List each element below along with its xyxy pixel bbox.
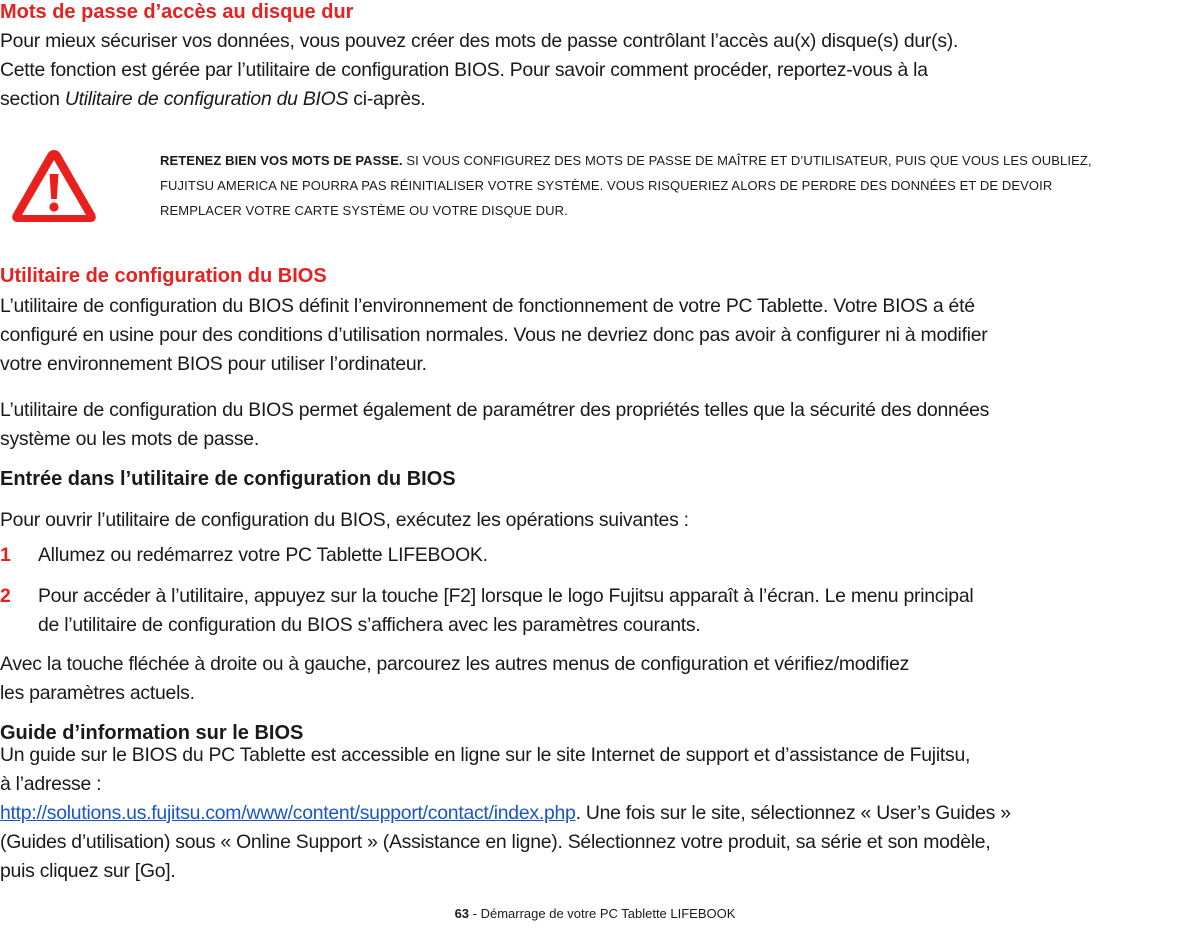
paragraph-line: L’utilitaire de configuration du BIOS permet également de paramétrer des propriétés telles que la sécurité des données [0,399,990,421]
step-item-1 [0,541,1190,571]
warning-line [160,148,1160,173]
paragraph-line: votre environnement BIOS pour utiliser l’ordinateur. [0,353,427,375]
paragraph-line: Pour mieux sécuriser vos données, vous pouvez créer des mots de passe contrôlant l’accès au(x) disque(s) dur(s). [0,30,959,52]
step-number: 1 [0,544,11,566]
paragraph-arrow-keys [0,650,1188,708]
text-segment: . Une fois sur le site, sélectionnez « User’s Guides » [575,802,1011,824]
warning-lead: RETENEZ BIEN VOS MOTS DE PASSE. [160,153,403,168]
paragraph-line: Un guide sur le BIOS du PC Tablette est accessible en ligne sur le site Internet de support et d’assistance de Fujitsu, [0,744,971,766]
step-text [38,541,488,570]
paragraph-line: les paramètres actuels. [0,682,195,704]
paragraph-bios-guide [0,741,1188,886]
support-link[interactable]: http://solutions.us.fujitsu.com/www/content/support/contact/index.php [0,802,576,824]
text-segment: section [0,88,65,110]
step-item-2 [0,582,1190,642]
paragraph-bios-properties [0,396,1188,454]
section-heading-bios-setup: Utilitaire de configuration du BIOS [0,265,327,287]
warning-line: REMPLACER VOTRE CARTE SYSTÈME OU VOTRE DISQUE DUR. [160,203,568,218]
text-segment: ci-après. [348,88,426,110]
paragraph-line: Cette fonction est gérée par l’utilitaire de configuration BIOS. Pour savoir comment procéder, reportez-vous à la [0,59,928,81]
section-heading-entering-bios: Entrée dans l’utilitaire de configuration du BIOS [0,468,456,490]
page-footer [0,906,1190,922]
step-line: Allumez ou redémarrez votre PC Tablette LIFEBOOK. [38,544,488,566]
warning-message [160,148,1160,223]
warning-triangle-icon [8,144,100,226]
warning-text-segment: SI VOUS CONFIGUREZ DES MOTS DE PASSE DE MAÎTRE ET D’UTILISATEUR, PUIS QUE VOUS LES OUBLIEZ, [402,153,1092,168]
footer-title: - Démarrage de votre PC Tablette LIFEBOOK [469,906,736,921]
paragraph-bios-environment [0,292,1188,379]
paragraph-hdd-passwords [0,27,1188,114]
step-text [38,582,973,640]
step-line: Pour accéder à l’utilitaire, appuyez sur la touche [F2] lorsque le logo Fujitsu apparaît à l’écran. Le menu principal [38,585,974,607]
paragraph-line: système ou les mots de passe. [0,428,259,450]
paragraph-line: (Guides d’utilisation) sous « Online Support » (Assistance en ligne). Sélectionnez votre produit, sa série et son modèle, [0,831,991,853]
paragraph-line: Avec la touche fléchée à droite ou à gauche, parcourez les autres menus de configuration et vérifiez/modifiez [0,653,910,675]
paragraph-line: configuré en usine pour des conditions d’utilisation normales. Vous ne devriez donc pas avoir à configurer ni à modifier [0,324,988,346]
paragraph-steps-intro [0,506,1188,535]
section-heading-bios-guide: Guide d’information sur le BIOS [0,722,304,744]
step-number: 2 [0,585,11,607]
paragraph-line: puis cliquez sur [Go]. [0,860,176,882]
paragraph-line [0,85,1188,114]
paragraph-line [0,799,1188,828]
warning-line: FUJITSU AMERICA NE POURRA PAS RÉINITIALISER VOTRE SYSTÈME. VOUS RISQUERIEZ ALORS DE PERDRE DES DONNÉES ET DE DEVOIR [160,178,1053,193]
paragraph-line: L’utilitaire de configuration du BIOS définit l’environnement de fonctionnement de votre PC Tablette. Votre BIOS a été [0,295,975,317]
paragraph-line: à l’adresse : [0,773,102,795]
step-line: de l’utilitaire de configuration du BIOS s’affichera avec les paramètres courants. [38,614,701,636]
cross-reference: Utilitaire de configuration du BIOS [64,88,349,110]
paragraph-line: Pour ouvrir l’utilitaire de configuration du BIOS, exécutez les opérations suivantes : [0,509,689,531]
page-number: 63 [454,906,470,921]
section-heading-hdd-passwords: Mots de passe d’accès au disque dur [0,1,354,23]
